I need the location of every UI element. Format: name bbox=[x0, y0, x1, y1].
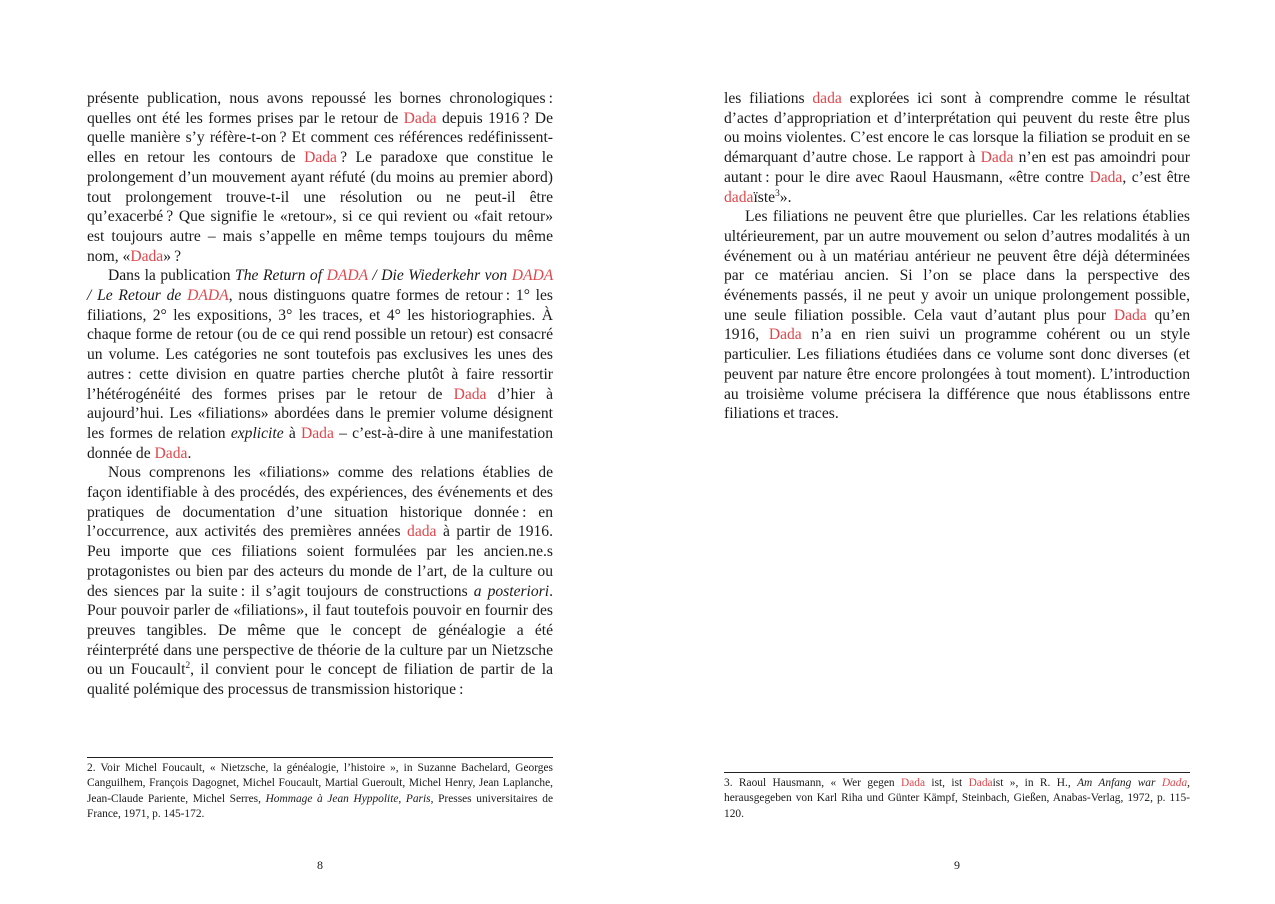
highlighted-term: Dada bbox=[453, 385, 487, 403]
italic-text: The Return of bbox=[235, 267, 327, 285]
italic-text: a posteriori bbox=[473, 582, 550, 600]
highlighted-term: Dada bbox=[1113, 306, 1147, 324]
highlighted-term: Dada bbox=[304, 149, 337, 167]
page-number: 9 bbox=[954, 858, 960, 872]
footnote-divider bbox=[724, 772, 1190, 773]
highlighted-term: Dada bbox=[1161, 777, 1188, 789]
italic-text: explicite bbox=[230, 424, 284, 442]
highlighted-term: DADA bbox=[511, 267, 553, 285]
left-page-body bbox=[87, 89, 553, 700]
highlighted-term: Dada bbox=[968, 777, 993, 789]
footnote-2: 2. Voir Michel Foucault, « Nietzsche, la généalogie, l’histoire », in Suzanne Bachelard, Georges Canguilhem, François Dagognet, Michel Foucault, Martial Gueroult, Michel Henry, Jean Laplanche, Jean-Claude Pariente, Michel Serres, Hommage à Jean Hyppolite, Paris, Presses universitaires de France, 1971, p. 145-172. bbox=[87, 762, 553, 820]
highlighted-term: Dada bbox=[154, 444, 188, 462]
footnote-divider bbox=[87, 757, 553, 758]
footnote-ref: 2 bbox=[185, 661, 191, 672]
highlighted-term: Dada bbox=[300, 424, 334, 442]
italic-text: / Die Wiederkehr von bbox=[367, 267, 512, 285]
italic-text: Am Anfang war bbox=[1077, 777, 1162, 789]
paragraph: Dans la publication The Return of DADA / Die Wiederkehr von DADA / Le Retour de DADA, nous distinguons quatre formes de retour : 1° les filiations, 2° les expositions, 3° les traces, et 4° les historiographies. À chaque forme de retour (ou de ce qui rend possible un retour) est consacré un volume. Les catégories ne sont toutefois pas exclusives les unes des autres : cette division en quatre parties cherche plutôt à faire ressortir l’hétérogénéité des formes prises par le retour de Dada d’hier à aujourd’hui. Les «filiations» abordées dans le premier volume désignent les formes de relation explicite à Dada – c’est-à-dire à une manifestation donnée de Dada. bbox=[87, 267, 554, 462]
highlighted-term: dada bbox=[407, 523, 437, 541]
highlighted-term: dada bbox=[724, 188, 754, 206]
highlighted-term: Dada bbox=[1089, 168, 1123, 186]
paragraph: Nous comprenons les «filiations» comme des relations établies de façon identifiable à des procédés, des expériences, des événements et des pratiques de documentation d’une situation historique donnée : en l’occurrence, aux activités des premières années dada à partir de 1916. Peu importe que ces filiations soient formulées par les ancien.ne.s protagonistes ou bien par des acteurs du monde de l’art, de la culture ou des siences par la suite : il s’agit toujours de constructions a posteriori. Pour pouvoir parler de «filiations», il faut toutefois pouvoir en fournir des preuves tangibles. De même que le concept de généalogie a été réinterprété dans une perspective de théorie de la culture par un Nietzsche ou un Foucault$^2$, il convient pour le concept de filiation de partir de la qualité polémique des processus de transmission historique : bbox=[87, 464, 553, 699]
highlighted-term: Dada bbox=[980, 149, 1014, 167]
left-page bbox=[0, 0, 637, 904]
right-page-body bbox=[724, 89, 1190, 424]
italic-text: Paris bbox=[405, 792, 431, 805]
page-number: 8 bbox=[317, 858, 323, 872]
highlighted-term: dada bbox=[812, 90, 842, 107]
italic-text: / Le Retour de bbox=[87, 287, 188, 305]
italic-text: Hommage à Jean Hyppolite bbox=[265, 792, 399, 805]
highlighted-term: Dada bbox=[403, 109, 437, 127]
paragraph: Les filiations ne peuvent être que plurielles. Car les relations établies ultérieurement, par un autre mouvement ou selon d’autres modalités à un événement ou à un matériau antérieur ne peuvent être déjà déterminées par ce matériau ancien. Si l’on se place dans la perspective des événements passés, il ne peut y avoir un unique prolongement possible, une seule filiation possible. Cela vaut d’autant plus pour Dada qu’en 1916, Dada n’a en rien suivi un programme cohérent ou un style particulier. Les filiations étudiées dans ce volume sont donc diverses (et peuvent par nature être encore prolongées à tout moment). L’introduction au troisième volume précisera la différence que nous établissons entre filiations et traces. bbox=[724, 208, 1191, 423]
highlighted-term: Dada bbox=[900, 777, 926, 789]
footnote-3: 3. Raoul Hausmann, « Wer gegen Dada ist, ist Dadaist », in R. H., Am Anfang war Dada, herausgegeben von Karl Riha und Günter Kämpf, Steinbach, Gießen, Anabas-Verlag, 1972, p. 115-120. bbox=[724, 777, 1190, 820]
paragraph: présente publication, nous avons repoussé les bornes chronologiques : quelles ont été les formes prises par le retour de Dada depuis 1916 ? De quelle manière s’y réfère-t-on ? Et comment ces références redéfinissent-elles en retour les contours de Dada ? Le paradoxe que constitue le prolongement d’un mouvement ayant réfuté (du moins au premier abord) tout prolongement trouve-t-il une résolution ou ne peut-il être qu’exacerbé ? Que signifie le «retour», si ce qui revient ou «fait retour» est toujours autre – mais s’appelle en même temps toujours du même nom, «Dada» ? bbox=[87, 90, 553, 265]
footnote-ref: 3 bbox=[775, 188, 780, 199]
highlighted-term: DADA bbox=[187, 287, 229, 305]
paragraph: les filiations dada explorées ici sont à comprendre comme le résultat d’actes d’appropriation et d’interprétation qui peuvent du reste être plus ou moins violentes. C’est encore le cas lorsque la filiation se produit en se démarquant d’autre chose. Le rapport à Dada n’en est pas amoindri pour autant : pour le dire avec Raoul Hausmann, «être contre Dada, c’est être dadaïste$^3$». bbox=[724, 90, 1191, 206]
highlighted-term: Dada bbox=[130, 247, 164, 265]
right-page bbox=[637, 0, 1275, 904]
highlighted-term: DADA bbox=[326, 267, 368, 285]
highlighted-term: Dada bbox=[768, 326, 802, 344]
